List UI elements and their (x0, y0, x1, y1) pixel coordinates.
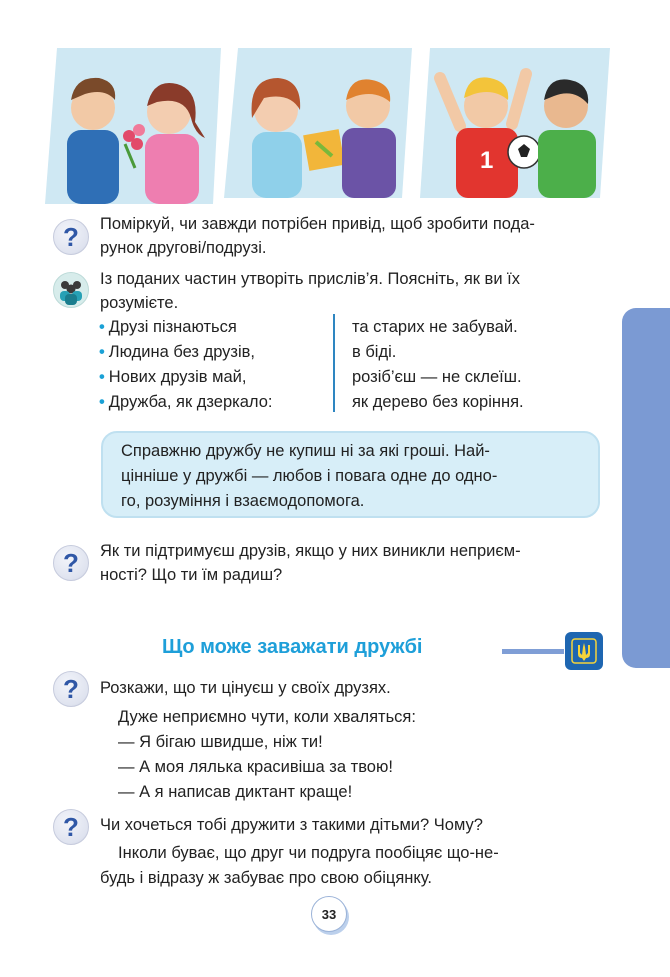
key-idea-line2: цінніше у дружбі — любов і повага одне до одно- (121, 467, 498, 485)
section-heading: Що може заважати дружбі (162, 636, 423, 658)
paragraph-line1: Інколи буває, що друг чи подруга пообіцяє що-не- (118, 844, 499, 862)
group-work-icon (53, 272, 89, 308)
jersey-number: 1 (480, 147, 494, 174)
heading-accent-line (502, 649, 564, 654)
quote-2: — А моя лялька красивіша за твою! (118, 758, 393, 776)
key-idea-line1: Справжню дружбу не купиш ні за які гроші. Най- (121, 442, 490, 460)
proverb-right-4: як дерево без коріння. (352, 393, 524, 411)
paragraph-line2: будь і відразу ж забуває про свою обіцянку. (100, 869, 432, 887)
question-icon: ? (53, 219, 89, 255)
question-4-line1: Розкажи, що ти цінуєш у своїх друзях. (100, 679, 391, 697)
proverb-left-2: • Людина без друзів, (99, 343, 256, 361)
flowers-scene-image (45, 48, 221, 204)
illustration-flowers (45, 48, 221, 204)
proverb-left-1: • Друзі пізнаються (99, 318, 237, 336)
gift-scene-image (224, 48, 412, 204)
quote-3: — А я написав диктант краще! (118, 783, 353, 801)
question-icon: ? (53, 545, 89, 581)
illustration-ball (420, 48, 610, 204)
question-3-line2: ності? Що ти їм радиш? (100, 566, 283, 584)
page-number: 33 (311, 896, 347, 932)
proverb-left-4: • Дружба, як дзеркало: (99, 393, 273, 411)
proverb-right-3: розіб’єш — не склеїш. (352, 368, 522, 386)
chapter-side-tab (622, 308, 670, 668)
question-icon: ? (53, 671, 89, 707)
question-icon: ? (53, 809, 89, 845)
question-5-line1: Чи хочеться тобі дружити з такими дітьми? Чому? (100, 816, 483, 834)
task-2-line2: розумієте. (100, 294, 179, 312)
proverb-divider (333, 314, 335, 412)
question-1-line2: рунок другові/подрузі. (100, 239, 267, 257)
proverb-right-1: та старих не забувай. (352, 318, 518, 336)
quote-intro: Дуже неприємно чути, коли хваляться: (118, 708, 416, 726)
task-2-line1: Із поданих частин утворіть прислів’я. Поясніть, як ви їх (100, 270, 520, 288)
question-3-line1: Як ти підтримуєш друзів, якщо у них виникли неприєм- (100, 542, 521, 560)
illustration-gift (224, 48, 412, 204)
proverb-left-3: • Нових друзів май, (99, 368, 247, 386)
question-1-line1: Поміркуй, чи завжди потрібен привід, щоб зробити пода- (100, 215, 535, 233)
key-idea-line3: го, розуміння і взаємодопомога. (121, 492, 365, 510)
ball-scene-image (420, 48, 610, 204)
proverb-right-2: в біді. (352, 343, 397, 361)
quote-1: — Я бігаю швидше, ніж ти! (118, 733, 323, 751)
trident-emblem-icon (565, 632, 603, 670)
